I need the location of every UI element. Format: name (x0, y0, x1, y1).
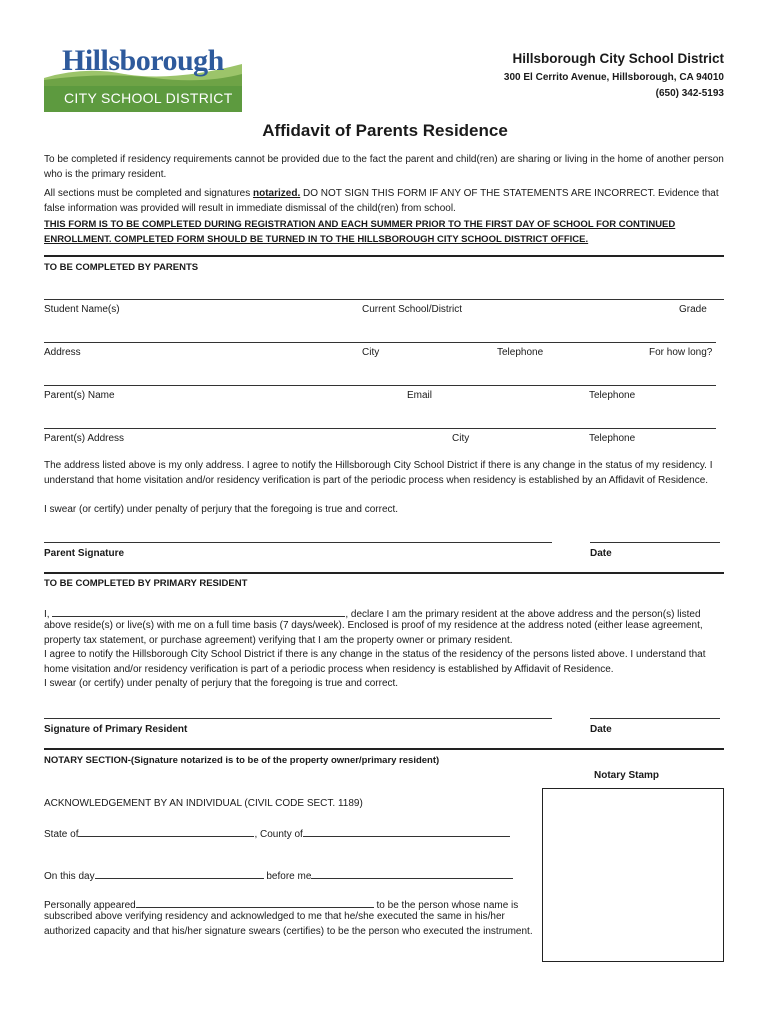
state-county-line (44, 825, 510, 842)
email-label: Email (407, 390, 433, 401)
personally-appeared-label: Personally appeared (44, 900, 136, 911)
district-name: Hillsborough City School District (512, 51, 724, 66)
section-divider (44, 572, 724, 574)
intro-deadline: THIS FORM IS TO BE COMPLETED DURING REGISTRATION AND EACH SUMMER PRIOR TO THE FIRST DAY OF SCHOOL FOR CONTINUED ENROLLMENT. COMPLETED FORM SHOULD BE TURNED IN TO THE HILLSBOROUGH CITY SCHOOL DISTRICT OFFICE. (44, 219, 676, 245)
on-this-day-label: On this day (44, 871, 95, 882)
before-me-label: before me (266, 871, 312, 882)
current-school-label: Current School/District (362, 304, 463, 315)
parent-statement: The address listed above is my only address. I agree to notify the Hillsborough City School District if there is any change in the status of my residency. I understand that home visitation and/or residency verification is part of the periodic process when residency is established by an Affidavit of Residence. (44, 460, 713, 486)
to-be-label: to be the person whose name is (376, 900, 519, 911)
resident-date-line[interactable] (590, 718, 720, 719)
district-phone: (650) 342-5193 (655, 88, 724, 99)
resident-date-label: Date (590, 724, 612, 735)
resident-signature-line[interactable] (44, 718, 552, 719)
parents-heading: TO BE COMPLETED BY PARENTS (44, 262, 199, 273)
how-long-label: For how long? (649, 347, 713, 358)
parent-swear: I swear (or certify) under penalty of perjury that the foregoing is true and correct. (44, 504, 399, 515)
appeared-name-blank[interactable] (136, 896, 374, 908)
parent-date-label: Date (590, 548, 612, 559)
day-blank[interactable] (95, 867, 264, 879)
acknowledgement-title: ACKNOWLEDGEMENT BY AN INDIVIDUAL (CIVIL CODE SECT. 1189) (44, 798, 363, 809)
parent-name-line[interactable] (44, 385, 716, 386)
parent-city-label: City (452, 433, 470, 444)
notary-stamp-box (542, 788, 724, 962)
notary-body: subscribed above verifying residency and acknowledged to me that he/she executed the same in his/her authorized capacity and that his/her signature swears (certifies) to be the person who executed the instrument. (44, 911, 533, 937)
telephone-label: Telephone (497, 347, 544, 358)
parent-address-label: Parent(s) Address (44, 433, 125, 444)
parent-signature-line[interactable] (44, 542, 552, 543)
resident-swear: I swear (or certify) under penalty of perjury that the foregoing is true and correct. (44, 678, 399, 689)
resident-signature-label: Signature of Primary Resident (44, 724, 188, 735)
parent-signature-label: Parent Signature (44, 548, 125, 559)
before-me-blank[interactable] (311, 867, 513, 879)
student-name-label: Student Name(s) (44, 304, 120, 315)
resident-i: I, (44, 609, 50, 620)
on-this-day-line (44, 867, 513, 884)
resident-heading: TO BE COMPLETED BY PRIMARY RESIDENT (44, 578, 248, 589)
logo-subtitle: CITY SCHOOL DISTRICT (64, 90, 233, 106)
parent-telephone-label: Telephone (589, 390, 636, 401)
grade-label: Grade (679, 304, 707, 315)
state-of-label: State of (44, 829, 79, 840)
section-divider (44, 255, 724, 257)
city-label: City (362, 347, 380, 358)
notarized-emphasis: notarized. (253, 188, 301, 199)
address-line[interactable] (44, 342, 716, 343)
county-of-label: , County of (254, 829, 303, 840)
resident-agree: I agree to notify the Hillsborough City School District if there is any change in the status of the residency of the persons listed above. I understand that home visitation and/or residency verification is part of a periodic process when residency is established by Affidavit of Residence. (44, 649, 706, 675)
address-label: Address (44, 347, 81, 358)
intro-text: To be completed if residency requirements cannot be provided due to the fact the parent and child(ren) are sharing or living in the home of another person who is the primary resident. (44, 154, 724, 180)
intro-warning-b: DO NOT SIGN THIS FORM IF ANY OF THE STATEMENTS ARE INCORRECT. Evidence that false information was provided will result in immediate dismissal of the child(ren) from school. (44, 188, 719, 214)
district-logo (44, 44, 242, 112)
section-divider (44, 748, 724, 750)
resident-name-blank[interactable] (52, 605, 345, 617)
notary-heading: NOTARY SECTION-(Signature notarized is to be of the property owner/primary resident) (44, 755, 440, 766)
district-address: 300 El Cerrito Avenue, Hillsborough, CA 94010 (503, 72, 724, 83)
notary-stamp-label: Notary Stamp (594, 770, 660, 781)
resident-declare-b: above reside(s) or live(s) with me on a full time basis (7 days/week). Enclosed is proof of my residence at the address noted (either lease agreement, property tax statement, or purchase agreement) verifying that I am the property owner or primary resident. (44, 620, 703, 646)
intro-warning (44, 187, 734, 216)
parent-address-telephone-label: Telephone (589, 433, 636, 444)
resident-declare-a: , declare I am the primary resident at the above address and the person(s) listed (345, 609, 701, 620)
parent-address-line[interactable] (44, 428, 716, 429)
logo-name: Hillsborough (62, 44, 224, 77)
student-info-line[interactable] (44, 299, 724, 300)
county-blank[interactable] (303, 825, 510, 837)
parent-name-label: Parent(s) Name (44, 390, 115, 401)
intro-warning-a: All sections must be completed and signatures (44, 188, 253, 199)
form-title: Affidavit of Parents Residence (262, 121, 508, 140)
parent-date-line[interactable] (590, 542, 720, 543)
state-blank[interactable] (78, 825, 254, 837)
